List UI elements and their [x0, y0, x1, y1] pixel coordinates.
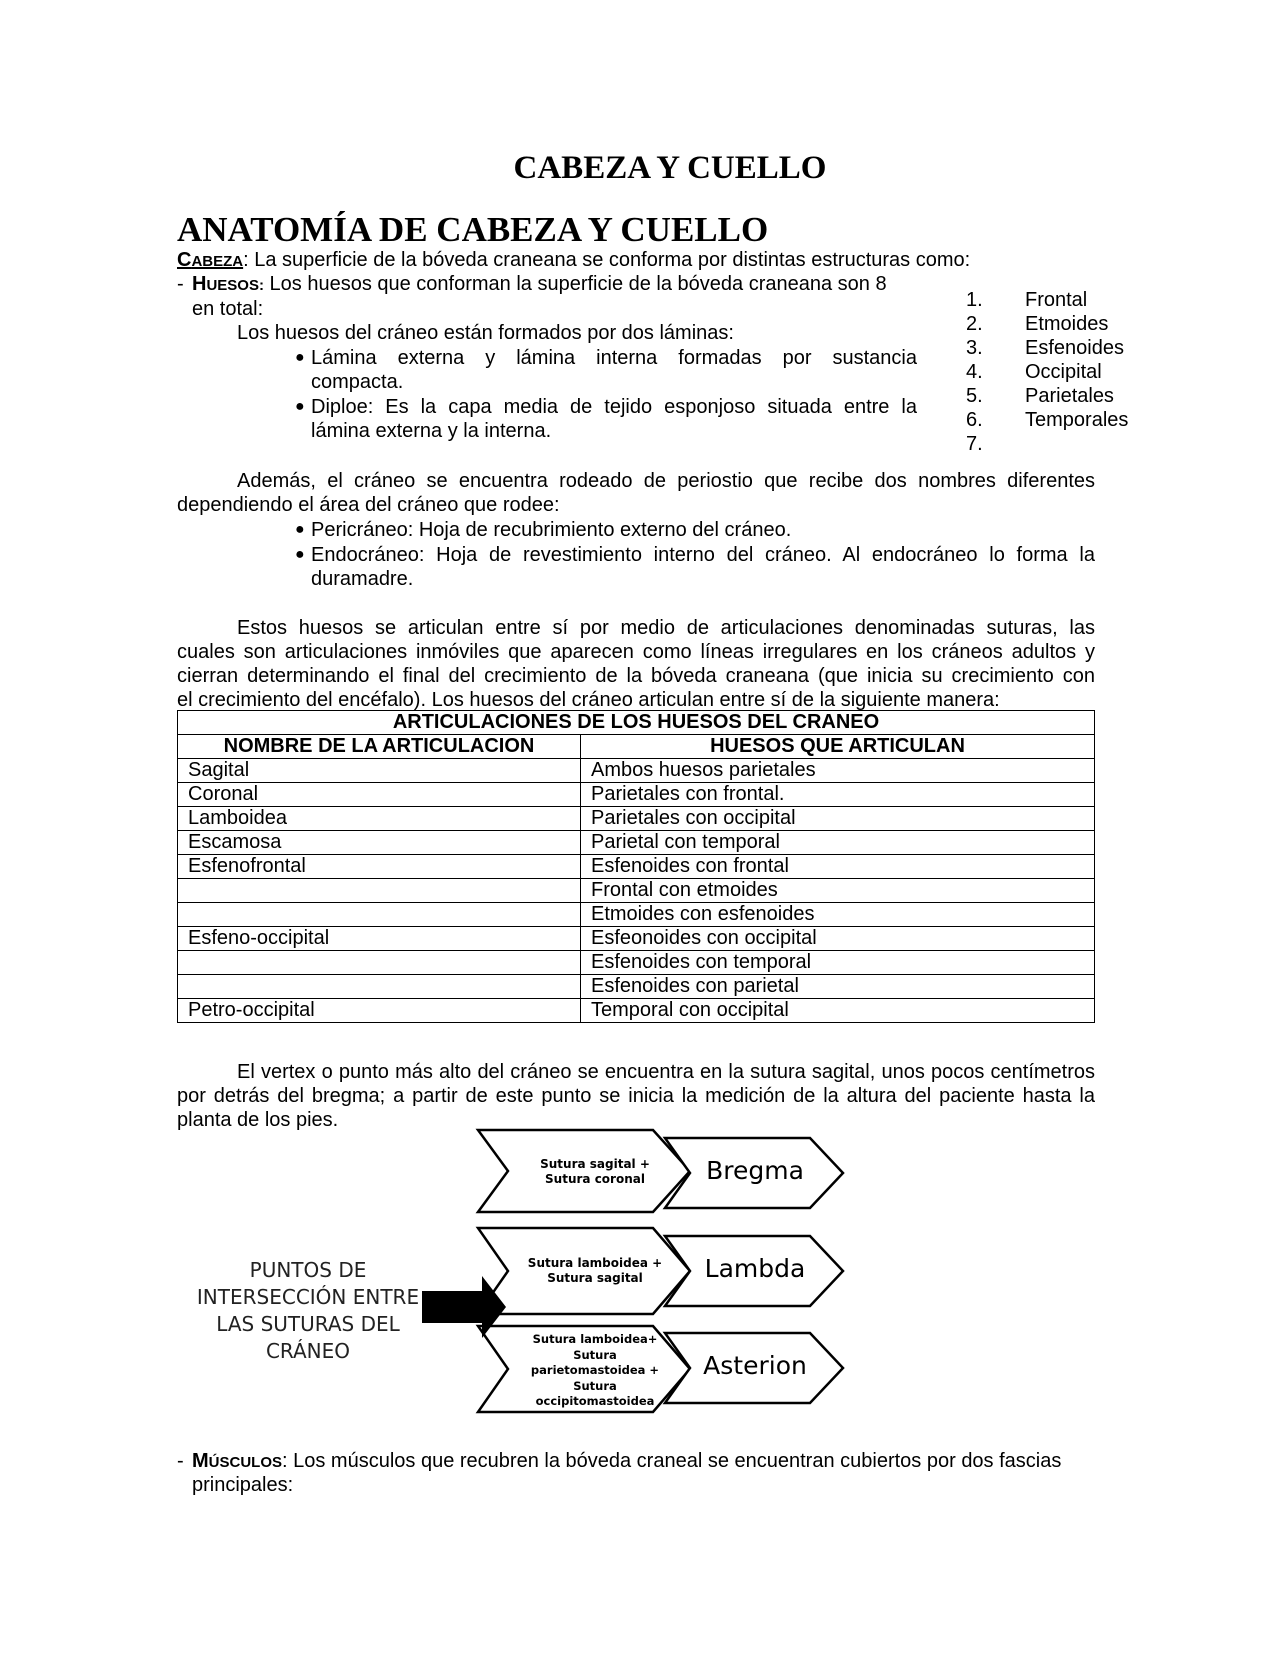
- box-label-line: Sutura lamboidea+: [532, 1332, 658, 1346]
- list-label: Frontal: [1025, 289, 1088, 311]
- box-label-lambda: [515, 1256, 675, 1286]
- table-cell: Petro-occipital: [178, 999, 581, 1023]
- diagram-left-label: [186, 1257, 430, 1365]
- periostio-l2: dependiendo el área del cráneo que rodee:: [177, 494, 560, 516]
- musculos-label-rest: ÚSCULOS: [208, 1454, 283, 1471]
- box-label-line: Sutura: [573, 1347, 617, 1362]
- table-caption: ARTICULACIONES DE LOS HUESOS DEL CRANEO: [178, 711, 1095, 735]
- vertex-l2: por detrás del bregma; a partir de este punto se inicia la medición de la altura del paciente hasta la: [177, 1085, 1095, 1107]
- table-cell: Parietales con frontal.: [581, 783, 1095, 807]
- box-label-line: Sutura: [573, 1378, 617, 1393]
- cabeza-label-rest: ABEZA: [191, 253, 244, 270]
- musculos-dash: -: [177, 1450, 184, 1472]
- cabeza-text: : La superficie de la bóveda craneana se conforma por distintas estructuras como:: [243, 249, 971, 271]
- output-bregma: Bregma: [706, 1156, 804, 1185]
- list-number: 1.: [966, 289, 983, 311]
- box-label-line: parietomastoidea +: [530, 1363, 660, 1377]
- table-cell: Parietal con temporal: [581, 831, 1095, 855]
- huesos-dash: -: [177, 273, 184, 295]
- huesos-line2: en total:: [192, 298, 264, 320]
- huesos-label-rest: UESOS:: [206, 277, 264, 294]
- table-cell: Escamosa: [178, 831, 581, 855]
- bullet-icon: ●: [295, 398, 305, 415]
- table-cell: Esfenoides con parietal: [581, 975, 1095, 999]
- table-cell: Temporal con occipital: [581, 999, 1095, 1023]
- diagram-label-line: LAS SUTURAS DEL: [216, 1312, 400, 1336]
- table-cell: Etmoides con esfenoides: [581, 903, 1095, 927]
- musculos-label-initial: M: [192, 1450, 209, 1472]
- box-label-line: Sutura coronal: [545, 1172, 645, 1186]
- bullet-lamina-l2: compacta.: [311, 371, 404, 393]
- musculos-line2: principales:: [192, 1474, 294, 1496]
- table-cell: Lamboidea: [178, 807, 581, 831]
- table-cell: Esfeonoides con occipital: [581, 927, 1095, 951]
- list-label: Temporales: [1025, 409, 1129, 431]
- box-label-line: Sutura lamboidea +: [527, 1256, 663, 1270]
- section-heading: ANATOMÍA DE CABEZA Y CUELLO: [177, 210, 769, 249]
- suturas-l4: el crecimiento del encéfalo). Los huesos del cráneo articulan entre sí de la siguiente manera:: [177, 689, 1000, 711]
- bullet-lamina-l1: Lámina externa y lámina interna formadas por sustancia: [311, 347, 917, 369]
- bullet-diploe-l1: Diploe: Es la capa media de tejido esponjoso situada entre la: [311, 396, 917, 418]
- box-label-line: Sutura sagital +: [540, 1157, 650, 1171]
- table-cell: Sagital: [178, 759, 581, 783]
- vertex-l1: El vertex o punto más alto del cráneo se encuentra en la sutura sagital, unos pocos centímetros: [237, 1061, 1095, 1083]
- output-asterion: Asterion: [703, 1351, 807, 1380]
- page-title: CABEZA Y CUELLO: [513, 150, 827, 186]
- bullet-icon: ●: [295, 349, 305, 366]
- table-cell: Esfenoides con frontal: [581, 855, 1095, 879]
- suturas-l1: Estos huesos se articulan entre sí por medio de articulaciones denominadas suturas, las: [237, 617, 1095, 639]
- table-cell: Frontal con etmoides: [581, 879, 1095, 903]
- box-label-line: occipitomastoidea: [535, 1394, 655, 1408]
- box-label-asterion: [515, 1332, 675, 1410]
- huesos-label-initial: H: [192, 273, 207, 295]
- suturas-l2: cuales son articulaciones inmóviles que aparecen como líneas irregulares en los cráneos adultos y: [177, 641, 1095, 663]
- column-header: HUESOS QUE ARTICULAN: [581, 735, 1095, 759]
- musculos-line1: [192, 1449, 1061, 1475]
- table-cell: Parietales con occipital: [581, 807, 1095, 831]
- diagram-label-line: INTERSECCIÓN ENTRE: [196, 1285, 420, 1309]
- column-header: NOMBRE DE LA ARTICULACION: [178, 735, 581, 759]
- list-number: 2.: [966, 313, 983, 335]
- list-number: 6.: [966, 409, 983, 431]
- table-cell: Esfenoides con temporal: [581, 951, 1095, 975]
- bullet-diploe-l2: lámina externa y la interna.: [311, 420, 552, 442]
- bullet-endocraneo-l1: Endocráneo: Hoja de revestimiento interno del cráneo. Al endocráneo lo forma la: [311, 544, 1095, 566]
- box-label-line: Sutura sagital: [547, 1271, 643, 1285]
- list-number: 7.: [966, 433, 983, 455]
- output-lambda: Lambda: [704, 1254, 806, 1283]
- list-number: 4.: [966, 361, 983, 383]
- table-cell: Esfenofrontal: [178, 855, 581, 879]
- suturas-l3: cierran determinando el final del crecimiento de la bóveda craneana (que inicia su crecimiento con: [177, 665, 1095, 687]
- list-number: 3.: [966, 337, 983, 359]
- periostio-l1: Además, el cráneo se encuentra rodeado de periostio que recibe dos nombres diferentes: [237, 470, 1095, 492]
- table-cell: Ambos huesos parietales: [581, 759, 1095, 783]
- box-label-bregma: [515, 1157, 675, 1187]
- vertex-l3: planta de los pies.: [177, 1109, 339, 1131]
- huesos-text: Los huesos que conforman la superficie de la bóveda craneana son 8: [263, 273, 887, 295]
- list-number: 5.: [966, 385, 983, 407]
- bullet-endocraneo-l2: duramadre.: [311, 568, 414, 590]
- cabeza-label-initial: C: [177, 249, 192, 271]
- table-cell: Coronal: [178, 783, 581, 807]
- bullet-icon: ●: [295, 521, 305, 538]
- musculos-text: : Los músculos que recubren la bóveda craneal se encuentran cubiertos por dos fascias: [282, 1450, 1062, 1472]
- table-cell: Esfeno-occipital: [178, 927, 581, 951]
- laminas-intro: Los huesos del cráneo están formados por dos láminas:: [237, 322, 734, 344]
- diagram-label-line: PUNTOS DE: [249, 1258, 367, 1282]
- bullet-icon: ●: [295, 546, 305, 563]
- list-label: Occipital: [1025, 361, 1102, 383]
- list-label: Esfenoides: [1025, 337, 1124, 359]
- list-label: Etmoides: [1025, 313, 1109, 335]
- diagram-label-line: CRÁNEO: [265, 1339, 351, 1363]
- bullet-pericraneo: Pericráneo: Hoja de recubrimiento externo del cráneo.: [311, 519, 792, 541]
- list-label: Parietales: [1025, 385, 1114, 407]
